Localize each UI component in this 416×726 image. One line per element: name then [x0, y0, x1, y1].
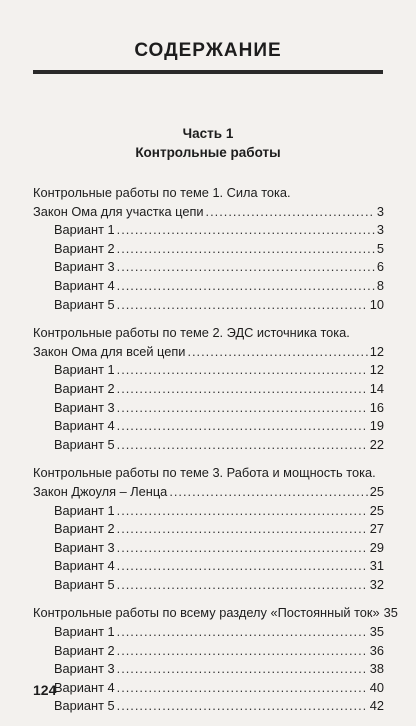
- toc-section-1: [33, 184, 384, 314]
- page-number: 124: [33, 682, 57, 698]
- variant-entry: [33, 502, 384, 521]
- dot-leader: [117, 221, 375, 240]
- dot-leader: [117, 240, 375, 259]
- page-ref: 3: [376, 222, 384, 238]
- page-ref: 6: [376, 259, 384, 275]
- page-ref: 36: [369, 642, 384, 658]
- dot-leader: [117, 296, 368, 315]
- variant-label: Вариант 5: [54, 698, 115, 714]
- dot-leader: [117, 576, 368, 595]
- dot-leader: [117, 258, 375, 277]
- page-ref: 19: [369, 418, 384, 434]
- variant-label: Вариант 2: [54, 642, 115, 658]
- dot-leader: [206, 203, 375, 222]
- variant-label: Вариант 3: [54, 661, 115, 677]
- section-title: Контрольные работы по теме 3. Работа и мощность тока.: [33, 465, 376, 481]
- section-entry: [33, 483, 384, 502]
- section-subtitle: Закон Джоуля – Ленца: [33, 483, 168, 499]
- variant-entry: [33, 399, 384, 418]
- part-header: [0, 124, 416, 162]
- page-ref: 35: [369, 624, 384, 640]
- dot-leader: [117, 277, 375, 296]
- variant-entry: [33, 576, 384, 595]
- variant-label: Вариант 4: [54, 679, 115, 695]
- dot-leader: [117, 539, 368, 558]
- page-ref: 14: [369, 380, 384, 396]
- page-ref: 32: [369, 576, 384, 592]
- variant-entry: [33, 623, 384, 642]
- section-title: Контрольные работы по теме 2. ЭДС источника тока.: [33, 325, 350, 341]
- page-ref: 35: [383, 605, 398, 621]
- dot-leader: [117, 642, 368, 661]
- page-ref: 16: [369, 399, 384, 415]
- page-ref: 42: [369, 698, 384, 714]
- section-entry: [33, 604, 398, 623]
- dot-leader: [187, 343, 367, 362]
- toc-section-4: [33, 604, 398, 716]
- page-ref: 12: [369, 362, 384, 378]
- variant-label: Вариант 5: [54, 296, 115, 312]
- section-entry: [33, 203, 384, 222]
- dot-leader: [117, 679, 368, 698]
- variant-label: Вариант 2: [54, 380, 115, 396]
- variant-entry: [33, 520, 384, 539]
- variant-label: Вариант 4: [54, 558, 115, 574]
- variant-entry: [33, 240, 384, 259]
- variant-label: Вариант 1: [54, 624, 115, 640]
- page-ref: 5: [376, 240, 384, 256]
- variant-entry: [33, 296, 384, 315]
- page-ref: 22: [369, 436, 384, 452]
- variant-entry: [33, 436, 384, 455]
- page-ref: 38: [369, 661, 384, 677]
- dot-leader: [117, 380, 368, 399]
- dot-leader: [117, 502, 368, 521]
- variant-label: Вариант 4: [54, 418, 115, 434]
- variant-entry: [33, 642, 384, 661]
- section-entry: [33, 343, 384, 362]
- dot-leader: [117, 623, 368, 642]
- variant-entry: [33, 380, 384, 399]
- part-number: Часть 1: [182, 126, 234, 141]
- page-ref: 8: [376, 277, 384, 293]
- variant-label: Вариант 2: [54, 240, 115, 256]
- variant-entry: [33, 660, 384, 679]
- variant-label: Вариант 2: [54, 521, 115, 537]
- page-ref: 31: [369, 558, 384, 574]
- dot-leader: [117, 697, 368, 716]
- dot-leader: [117, 660, 368, 679]
- variant-label: Вариант 5: [54, 576, 115, 592]
- section-subtitle: Закон Ома для участка цепи: [33, 203, 204, 219]
- variant-entry: [33, 679, 384, 698]
- variant-label: Вариант 1: [54, 222, 115, 238]
- dot-leader: [117, 557, 368, 576]
- variant-entry: [33, 539, 384, 558]
- dot-leader: [117, 361, 368, 380]
- variant-label: Вариант 3: [54, 259, 115, 275]
- section-title: Контрольные работы по теме 1. Сила тока.: [33, 185, 291, 200]
- dot-leader: [169, 483, 367, 502]
- page-ref: 27: [369, 521, 384, 537]
- table-of-contents: [33, 184, 398, 726]
- toc-section-3: [33, 464, 384, 594]
- variant-entry: [33, 557, 384, 576]
- variant-label: Вариант 3: [54, 539, 115, 555]
- page-heading: СОДЕРЖАНИЕ: [134, 40, 282, 61]
- section-subtitle: Контрольные работы по всему разделу «Постоянный ток»: [33, 605, 380, 621]
- toc-section-2: [33, 324, 384, 454]
- page-ref: 29: [369, 539, 384, 555]
- dot-leader: [117, 436, 368, 455]
- section-subtitle: Закон Ома для всей цепи: [33, 343, 186, 359]
- variant-label: Вариант 1: [54, 362, 115, 378]
- page-ref: 25: [369, 502, 384, 518]
- page-ref: 25: [369, 483, 384, 499]
- dot-leader: [117, 417, 368, 436]
- variant-label: Вариант 5: [54, 436, 115, 452]
- page-ref: 10: [369, 296, 384, 312]
- part-title: Контрольные работы: [135, 145, 281, 160]
- variant-entry: [33, 361, 384, 380]
- variant-entry: [33, 697, 384, 716]
- page-ref: 12: [369, 343, 384, 359]
- variant-label: Вариант 1: [54, 502, 115, 518]
- page-ref: 40: [369, 679, 384, 695]
- dot-leader: [117, 520, 368, 539]
- variant-entry: [33, 221, 384, 240]
- variant-entry: [33, 417, 384, 436]
- variant-label: Вариант 3: [54, 399, 115, 415]
- page-ref: 3: [376, 203, 384, 219]
- variant-entry: [33, 258, 384, 277]
- variant-entry: [33, 277, 384, 296]
- dot-leader: [117, 399, 368, 418]
- variant-label: Вариант 4: [54, 277, 115, 293]
- heading-rule: [33, 70, 383, 74]
